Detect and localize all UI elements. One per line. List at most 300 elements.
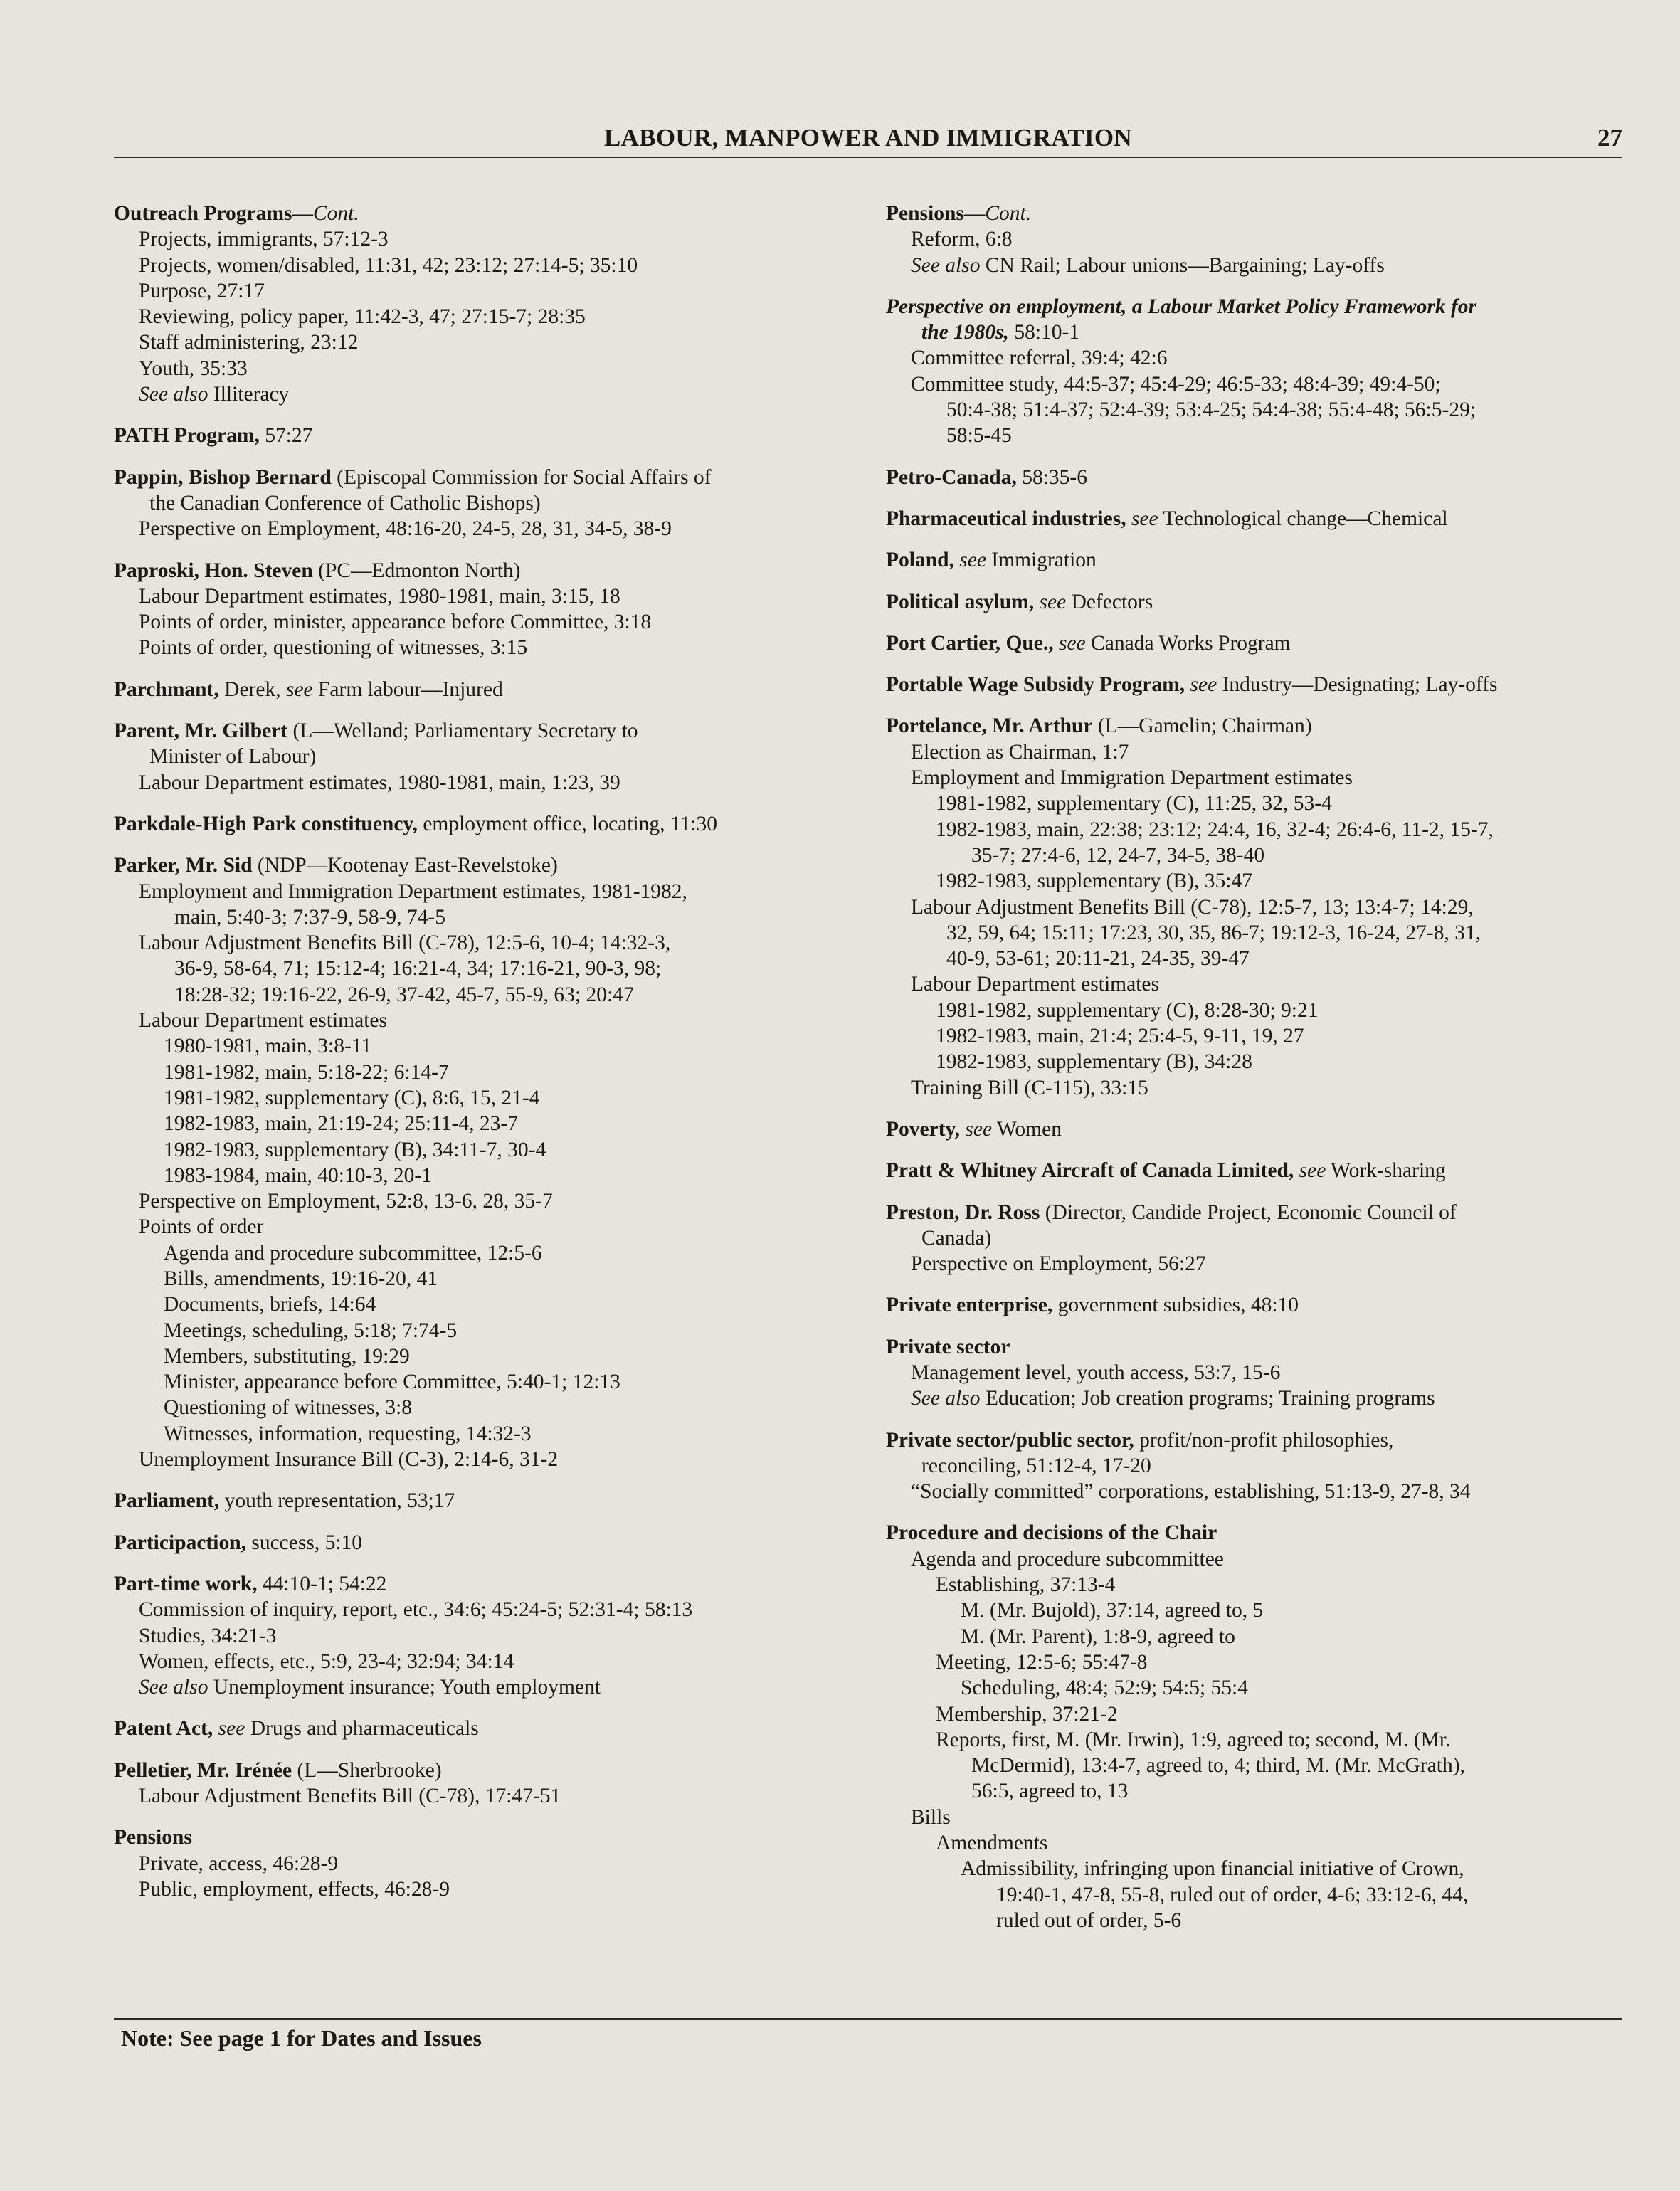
index-text: Women, effects, etc., 5:9, 23-4; 32:94; 34:14 xyxy=(139,1649,514,1673)
index-text: see xyxy=(965,1117,993,1141)
index-subentry-line xyxy=(114,226,847,252)
index-text: Canada Works Program xyxy=(1085,631,1291,655)
index-text: 58:35-6 xyxy=(1016,465,1087,489)
index-text: Technological change—Chemical xyxy=(1158,507,1448,530)
index-heading-line xyxy=(114,852,847,878)
index-text: Education; Job creation programs; Training programs xyxy=(980,1387,1435,1410)
index-text: Committee referral, 39:4; 42:6 xyxy=(911,347,1168,370)
index-text: Training Bill (C-115), 33:15 xyxy=(911,1076,1148,1099)
index-text: Women xyxy=(992,1117,1062,1141)
index-text: Purpose, 27:17 xyxy=(139,279,265,302)
index-text: Perspective on Employment, 56:27 xyxy=(911,1252,1206,1276)
index-heading-line xyxy=(114,718,847,744)
index-text: Projects, women/disabled, 11:31, 42; 23:12; 27:14-5; 35:10 xyxy=(139,253,638,277)
index-subentry-line xyxy=(114,930,847,956)
index-term: Private sector xyxy=(886,1335,1010,1358)
index-subentry-line xyxy=(114,982,847,1008)
index-subentry-line xyxy=(886,1572,1629,1598)
index-text: 19:40-1, 47-8, 55-8, ruled out of order, 4-6; 33:12-6, 44, xyxy=(996,1883,1469,1906)
index-subentry-line xyxy=(886,1805,1629,1830)
index-text: profit/non-profit philosophies, xyxy=(1134,1428,1394,1452)
index-subentry-line xyxy=(114,1060,847,1085)
index-term: Patent Act, xyxy=(114,1717,213,1741)
index-entry xyxy=(886,1520,1629,1933)
index-text: Agenda and procedure subcommittee, 12:5-6 xyxy=(164,1241,542,1265)
index-subentry-line xyxy=(114,1369,847,1395)
index-heading-line xyxy=(886,1292,1629,1318)
index-text: 1982-1983, supplementary (B), 35:47 xyxy=(936,870,1252,893)
index-entry xyxy=(886,506,1629,532)
index-entry xyxy=(886,547,1629,573)
index-term: Outreach Programs xyxy=(114,202,292,225)
index-subentry-line xyxy=(886,1479,1629,1504)
index-subentry-line xyxy=(114,1137,847,1163)
index-term: PATH Program, xyxy=(114,424,260,448)
index-subentry-line xyxy=(886,971,1629,997)
index-entry xyxy=(114,465,847,542)
index-text: M. (Mr. Parent), 1:8-9, agreed to xyxy=(961,1625,1235,1648)
index-text: Immigration xyxy=(986,549,1097,572)
index-text: (L—Welland; Parliamentary Secretary to xyxy=(287,719,638,743)
index-text: Points of order, minister, appearance before Committee, 3:18 xyxy=(139,611,652,634)
index-text: Projects, immigrants, 57:12-3 xyxy=(139,228,389,251)
index-entry xyxy=(114,852,847,1472)
index-heading-line xyxy=(114,1488,847,1514)
index-text: see xyxy=(1190,673,1217,697)
index-text: see xyxy=(959,549,986,572)
index-term: Parker, Mr. Sid xyxy=(114,854,253,877)
index-term: Port Cartier, Que., xyxy=(886,631,1054,655)
index-subentry-line xyxy=(114,1163,847,1188)
index-text xyxy=(1185,673,1190,696)
index-text: Labour Department estimates, 1980-1981, main, 1:23, 39 xyxy=(139,771,620,794)
index-text: Points of order, questioning of witnesses, 3:15 xyxy=(139,636,528,660)
index-text: Witnesses, information, requesting, 14:32-3 xyxy=(164,1422,532,1445)
index-text: main, 5:40-3; 7:37-9, 58-9, 74-5 xyxy=(174,905,445,929)
index-text: Reviewing, policy paper, 11:42-3, 47; 27:15-7; 28:35 xyxy=(139,305,586,329)
index-term: Political asylum, xyxy=(886,590,1035,613)
index-subentry-line xyxy=(886,1049,1629,1075)
index-text: Election as Chairman, 1:7 xyxy=(911,740,1129,764)
index-heading-line xyxy=(886,294,1629,320)
index-entry xyxy=(114,1825,847,1902)
index-text: Unemployment Insurance Bill (C-3), 2:14-6, 31-2 xyxy=(139,1448,559,1472)
index-entry xyxy=(114,718,847,796)
index-entry xyxy=(886,465,1629,490)
index-text: — xyxy=(963,202,986,225)
index-entry xyxy=(886,1334,1629,1412)
index-subentry-line xyxy=(114,584,847,609)
index-text: youth representation, 53;17 xyxy=(219,1489,455,1513)
index-subentry-line xyxy=(886,1778,1629,1804)
index-subentry-line xyxy=(886,843,1629,868)
index-subentry-line xyxy=(114,1111,847,1136)
index-subentry-line xyxy=(114,1240,847,1266)
index-text: (PC—Edmonton North) xyxy=(312,559,521,582)
index-subentry-line xyxy=(886,817,1629,843)
index-subentry-line xyxy=(114,1783,847,1809)
index-text: — xyxy=(292,202,313,225)
index-text: 1981-1982, supplementary (C), 11:25, 32, 53-4 xyxy=(936,792,1332,815)
index-text: 18:28-32; 19:16-22, 26-9, 37-42, 45-7, 55-9, 63; 20:47 xyxy=(174,983,634,1006)
index-text: Minister, appearance before Committee, 5:40-1; 12:13 xyxy=(164,1371,620,1394)
index-text: (L—Gamelin; Chairman) xyxy=(1092,714,1312,738)
index-heading-line xyxy=(114,423,847,448)
index-heading-line xyxy=(886,630,1629,656)
footer-rule xyxy=(114,2018,1622,2020)
index-text: Perspective on Employment, 52:8, 13-6, 28, 35-7 xyxy=(139,1190,553,1213)
index-heading-line xyxy=(114,465,847,490)
index-entry xyxy=(886,713,1629,1100)
running-title: LABOUR, MANPOWER AND IMMIGRATION xyxy=(603,124,1132,152)
index-heading-line xyxy=(114,1825,847,1850)
index-subentry-line xyxy=(114,1343,847,1369)
index-text: Amendments xyxy=(936,1832,1048,1855)
index-text: See also xyxy=(911,253,981,277)
index-heading-line xyxy=(886,1116,1629,1142)
index-heading-line xyxy=(114,558,847,584)
index-term: Portelance, Mr. Arthur xyxy=(886,714,1093,738)
index-heading-line xyxy=(114,677,847,702)
index-heading-line xyxy=(886,547,1629,573)
index-subentry-line xyxy=(114,1085,847,1111)
index-text: Questioning of witnesses, 3:8 xyxy=(164,1396,413,1420)
index-term: Portable Wage Subsidy Program, xyxy=(886,673,1185,697)
index-heading-line xyxy=(886,589,1629,615)
index-subentry-line xyxy=(114,635,847,660)
index-subentry-line xyxy=(886,1360,1629,1385)
index-text: 32, 59, 64; 15:11; 17:23, 30, 35, 86-7; 19:12-3, 16-24, 27-8, 31, xyxy=(946,921,1481,944)
page-header xyxy=(114,121,1622,158)
index-entry xyxy=(886,589,1629,615)
index-text: 1981-1982, supplementary (C), 8:6, 15, 21-4 xyxy=(164,1086,540,1109)
index-text: 1981-1982, supplementary (C), 8:28-30; 9:21 xyxy=(936,998,1319,1022)
index-subentry-line xyxy=(114,1597,847,1622)
index-term: Pharmaceutical industries, xyxy=(886,507,1126,530)
index-entry xyxy=(114,423,847,448)
index-text: Documents, briefs, 14:64 xyxy=(164,1293,376,1316)
index-subentry-line xyxy=(886,894,1629,920)
index-text: Minister of Labour) xyxy=(149,745,317,769)
index-subentry-line xyxy=(886,1649,1629,1675)
index-text: Labour Adjustment Benefits Bill (C-78), 12:5-7, 13; 13:4-7; 14:29, xyxy=(911,895,1474,919)
index-entry xyxy=(886,201,1629,278)
index-text: see xyxy=(1039,590,1067,613)
index-subentry-line xyxy=(886,791,1629,816)
index-text xyxy=(1054,632,1059,655)
index-text: Perspective on Employment, 48:16-20, 24-5, 28, 31, 34-5, 38-9 xyxy=(139,517,672,541)
index-term: Pappin, Bishop Bernard xyxy=(114,465,332,489)
index-heading-line xyxy=(114,1716,847,1741)
index-subentry-line xyxy=(114,904,847,930)
index-text: 1982-1983, main, 21:4; 25:4-5, 9-11, 19, 27 xyxy=(936,1025,1304,1048)
index-entry xyxy=(886,1292,1629,1318)
index-text: See also xyxy=(911,1387,981,1410)
index-subentry-line xyxy=(114,516,847,542)
index-subentry-line xyxy=(114,278,847,304)
index-text: Labour Department estimates xyxy=(139,1009,387,1033)
index-entry xyxy=(886,1158,1629,1183)
index-text: Labour Adjustment Benefits Bill (C-78), 17:47-51 xyxy=(139,1785,561,1808)
index-text: success, 5:10 xyxy=(245,1531,363,1554)
index-subentry-line xyxy=(886,1675,1629,1701)
index-term: Procedure and decisions of the Chair xyxy=(886,1521,1217,1545)
index-subentry-line xyxy=(114,1008,847,1033)
index-text: 58:5-45 xyxy=(946,424,1012,448)
index-text: Illiteracy xyxy=(208,383,290,406)
index-column-right xyxy=(886,201,1629,1949)
index-subentry-line xyxy=(114,609,847,635)
index-text: Members, substituting, 19:29 xyxy=(164,1344,410,1368)
index-text: Staff administering, 23:12 xyxy=(139,331,359,354)
index-text: Public, employment, effects, 46:28-9 xyxy=(139,1877,450,1901)
index-text: 58:10-1 xyxy=(1008,321,1080,344)
index-subentry-line xyxy=(886,320,1629,345)
index-subentry-line xyxy=(886,920,1629,946)
index-text: Work-sharing xyxy=(1326,1159,1446,1183)
index-text: employment office, locating, 11:30 xyxy=(417,812,718,835)
index-subentry-line xyxy=(114,1876,847,1902)
index-text: 50:4-38; 51:4-37; 52:4-39; 53:4-25; 54:4-38; 55:4-48; 56:5-29; xyxy=(946,398,1476,422)
index-heading-line xyxy=(114,1530,847,1556)
index-subentry-line xyxy=(886,371,1629,397)
index-subentry-line xyxy=(886,868,1629,894)
index-text: Farm labour—Injured xyxy=(312,677,503,701)
index-term: Perspective on employment, a Labour Market Policy Framework for xyxy=(886,295,1477,318)
index-text: Membership, 37:21-2 xyxy=(936,1702,1118,1726)
index-subentry-line xyxy=(886,1075,1629,1101)
index-heading-line xyxy=(886,1200,1629,1225)
index-text: Bills xyxy=(911,1805,951,1829)
index-text: Bills, amendments, 19:16-20, 41 xyxy=(164,1267,438,1290)
footer-note: Note: See page 1 for Dates and Issues xyxy=(121,2025,482,2051)
index-text: 1982-1983, supplementary (B), 34:11-7, 30-4 xyxy=(164,1138,546,1161)
index-text: see xyxy=(1059,631,1086,655)
index-heading-line xyxy=(114,1571,847,1597)
index-text: 57:27 xyxy=(259,424,313,448)
index-subentry-line xyxy=(114,1292,847,1317)
index-text: see xyxy=(218,1717,245,1741)
index-term: Paproski, Hon. Steven xyxy=(114,559,313,582)
index-entry xyxy=(114,1530,847,1556)
index-entry xyxy=(114,1716,847,1741)
index-subentry-line xyxy=(114,1447,847,1472)
index-entry xyxy=(114,1488,847,1514)
index-text: “Socially committed” corporations, establishing, 51:13-9, 27-8, 34 xyxy=(911,1480,1471,1504)
index-text: Cont. xyxy=(985,202,1032,225)
index-term: Pelletier, Mr. Irénée xyxy=(114,1758,292,1782)
index-subentry-line xyxy=(114,1674,847,1700)
index-subentry-line xyxy=(886,1251,1629,1277)
index-subentry-line xyxy=(114,253,847,278)
index-subentry-line xyxy=(886,1727,1629,1753)
index-subentry-line xyxy=(886,226,1629,252)
index-subentry-line xyxy=(114,1623,847,1649)
index-subentry-line xyxy=(886,1856,1629,1881)
index-entry xyxy=(886,630,1629,656)
index-heading-line xyxy=(114,201,847,226)
index-subentry-line xyxy=(114,879,847,904)
index-subentry-line xyxy=(114,1266,847,1292)
index-subentry-line xyxy=(886,1385,1629,1411)
index-text: 1982-1983, supplementary (B), 34:28 xyxy=(936,1050,1252,1074)
index-subentry-line xyxy=(886,1225,1629,1251)
index-entry xyxy=(886,1200,1629,1277)
index-text: 44:10-1; 54:22 xyxy=(257,1572,387,1595)
index-subentry-line xyxy=(886,397,1629,423)
index-text: Points of order xyxy=(139,1215,264,1239)
index-subentry-line xyxy=(114,1214,847,1240)
index-subentry-line xyxy=(114,1033,847,1059)
index-text: (Director, Candide Project, Economic Council of xyxy=(1040,1200,1457,1224)
index-text: Studies, 34:21-3 xyxy=(139,1624,277,1647)
index-subentry-line xyxy=(886,765,1629,791)
index-text: Reports, first, M. (Mr. Irwin), 1:9, agreed to; second, M. (Mr. xyxy=(936,1728,1451,1751)
index-subentry-line xyxy=(886,1753,1629,1778)
index-heading-line xyxy=(886,672,1629,697)
index-text: Establishing, 37:13-4 xyxy=(936,1573,1116,1597)
index-subentry-line xyxy=(114,1649,847,1674)
index-subentry-line xyxy=(886,1598,1629,1623)
index-term: Poland, xyxy=(886,549,954,572)
index-entry xyxy=(886,1427,1629,1505)
index-subentry-line xyxy=(114,356,847,381)
index-text: Labour Department estimates, 1980-1981, main, 3:15, 18 xyxy=(139,584,620,608)
index-text: Employment and Immigration Department estimates, 1981-1982, xyxy=(139,880,687,903)
index-subentry-line xyxy=(114,1421,847,1447)
index-text: Industry—Designating; Lay-offs xyxy=(1217,673,1498,697)
index-text: Youth, 35:33 xyxy=(139,357,248,380)
index-subentry-line xyxy=(114,744,847,769)
index-term: Parkdale-High Park constituency, xyxy=(114,812,418,835)
index-text: the Canadian Conference of Catholic Bishops) xyxy=(149,491,541,514)
index-term: Part-time work, xyxy=(114,1572,258,1595)
index-subentry-line xyxy=(886,1453,1629,1479)
index-heading-line xyxy=(886,713,1629,739)
index-text: See also xyxy=(139,383,208,406)
index-term: Petro-Canada, xyxy=(886,465,1017,489)
index-heading-line xyxy=(114,811,847,837)
index-text: Employment and Immigration Department estimates xyxy=(911,766,1353,790)
index-subentry-line xyxy=(114,304,847,329)
index-heading-line xyxy=(886,465,1629,490)
index-subentry-line xyxy=(886,423,1629,448)
index-text xyxy=(1126,507,1131,530)
index-text: ruled out of order, 5-6 xyxy=(996,1908,1182,1932)
index-text: 1982-1983, main, 22:38; 23:12; 24:4, 16, 32-4; 26:4-6, 11-2, 15-7, xyxy=(936,818,1494,841)
index-text: Admissibility, infringing upon financial initiative of Crown, xyxy=(961,1857,1464,1881)
index-text: CN Rail; Labour unions—Bargaining; Lay-offs xyxy=(980,253,1385,277)
index-subentry-line xyxy=(886,1023,1629,1049)
index-text: Reform, 6:8 xyxy=(911,228,1013,251)
index-heading-line xyxy=(886,1334,1629,1360)
index-subentry-line xyxy=(886,1830,1629,1856)
index-text: 56:5, agreed to, 13 xyxy=(971,1780,1129,1803)
index-entry xyxy=(114,1571,847,1700)
index-text: Meetings, scheduling, 5:18; 7:74-5 xyxy=(164,1319,458,1342)
index-term: Parchmant, xyxy=(114,677,219,701)
index-text: see xyxy=(1131,507,1158,530)
index-heading-line xyxy=(886,201,1629,226)
index-subentry-line xyxy=(114,381,847,407)
index-subentry-line xyxy=(886,1882,1629,1908)
index-subentry-line xyxy=(114,1318,847,1343)
index-subentry-line xyxy=(886,739,1629,765)
index-term: the 1980s, xyxy=(921,321,1009,344)
index-heading-line xyxy=(886,1158,1629,1183)
index-term: Pensions xyxy=(114,1826,192,1849)
index-text: 1980-1981, main, 3:8-11 xyxy=(164,1035,372,1058)
index-subentry-line xyxy=(886,1624,1629,1649)
index-text: Committee study, 44:5-37; 45:4-29; 46:5-33; 48:4-39; 49:4-50; xyxy=(911,372,1441,396)
index-text: Canada) xyxy=(921,1226,992,1250)
index-term: Private sector/public sector, xyxy=(886,1428,1134,1452)
index-text: Agenda and procedure subcommittee xyxy=(911,1547,1224,1570)
index-entry xyxy=(114,811,847,837)
index-entry xyxy=(886,672,1629,697)
index-heading-line xyxy=(886,506,1629,532)
index-text: See also xyxy=(139,1676,208,1699)
index-text xyxy=(1034,591,1039,613)
index-text: Labour Adjustment Benefits Bill (C-78), 12:5-6, 10-4; 14:32-3, xyxy=(139,931,671,955)
index-entry xyxy=(114,201,847,407)
index-text: 1981-1982, main, 5:18-22; 6:14-7 xyxy=(164,1060,449,1084)
index-text: Unemployment insurance; Youth employment xyxy=(208,1676,601,1699)
index-subentry-line xyxy=(886,1546,1629,1572)
index-subentry-line xyxy=(886,253,1629,278)
index-text: Labour Department estimates xyxy=(911,973,1159,996)
index-text: (Episcopal Commission for Social Affairs of xyxy=(331,465,712,489)
index-subentry-line xyxy=(114,1188,847,1214)
index-text: 35-7; 27:4-6, 12, 24-7, 34-5, 38-40 xyxy=(971,843,1265,867)
index-text: reconciling, 51:12-4, 17-20 xyxy=(921,1454,1151,1477)
index-column-left xyxy=(114,201,847,1918)
index-entry xyxy=(114,558,847,661)
index-text: Drugs and pharmaceuticals xyxy=(245,1717,479,1741)
index-text xyxy=(213,1717,218,1740)
index-heading-line xyxy=(886,1520,1629,1546)
index-text: Private, access, 46:28-9 xyxy=(139,1852,339,1875)
index-term: Parent, Mr. Gilbert xyxy=(114,719,288,743)
index-text: Cont. xyxy=(312,202,359,225)
index-entry xyxy=(886,294,1629,449)
index-term: Preston, Dr. Ross xyxy=(886,1200,1040,1224)
index-text: Meeting, 12:5-6; 55:47-8 xyxy=(936,1650,1148,1674)
index-text: M. (Mr. Bujold), 37:14, agreed to, 5 xyxy=(961,1599,1264,1622)
index-subentry-line xyxy=(114,329,847,355)
index-text: Defectors xyxy=(1066,590,1153,613)
index-term: Pensions xyxy=(886,202,964,225)
index-subentry-line xyxy=(114,770,847,796)
index-heading-line xyxy=(886,1427,1629,1453)
index-subentry-line xyxy=(886,345,1629,371)
index-subentry-line xyxy=(114,956,847,981)
index-text: Management level, youth access, 53:7, 15-6 xyxy=(911,1361,1281,1384)
index-text: Commission of inquiry, report, etc., 34:6; 45:24-5; 52:31-4; 58:13 xyxy=(139,1598,693,1622)
index-text xyxy=(1294,1159,1299,1182)
index-text: McDermid), 13:4-7, agreed to, 4; third, M. (Mr. McGrath), xyxy=(971,1754,1465,1778)
index-subentry-line xyxy=(114,1851,847,1876)
index-term: Parliament, xyxy=(114,1489,220,1513)
index-text: see xyxy=(1299,1159,1326,1183)
index-term: Private enterprise, xyxy=(886,1294,1053,1317)
index-entry xyxy=(114,677,847,702)
index-subentry-line xyxy=(114,1395,847,1420)
page-number: 27 xyxy=(1597,124,1622,152)
index-subentry-line xyxy=(886,1701,1629,1727)
index-text: (L—Sherbrooke) xyxy=(292,1758,442,1782)
index-term: Poverty, xyxy=(886,1117,961,1141)
